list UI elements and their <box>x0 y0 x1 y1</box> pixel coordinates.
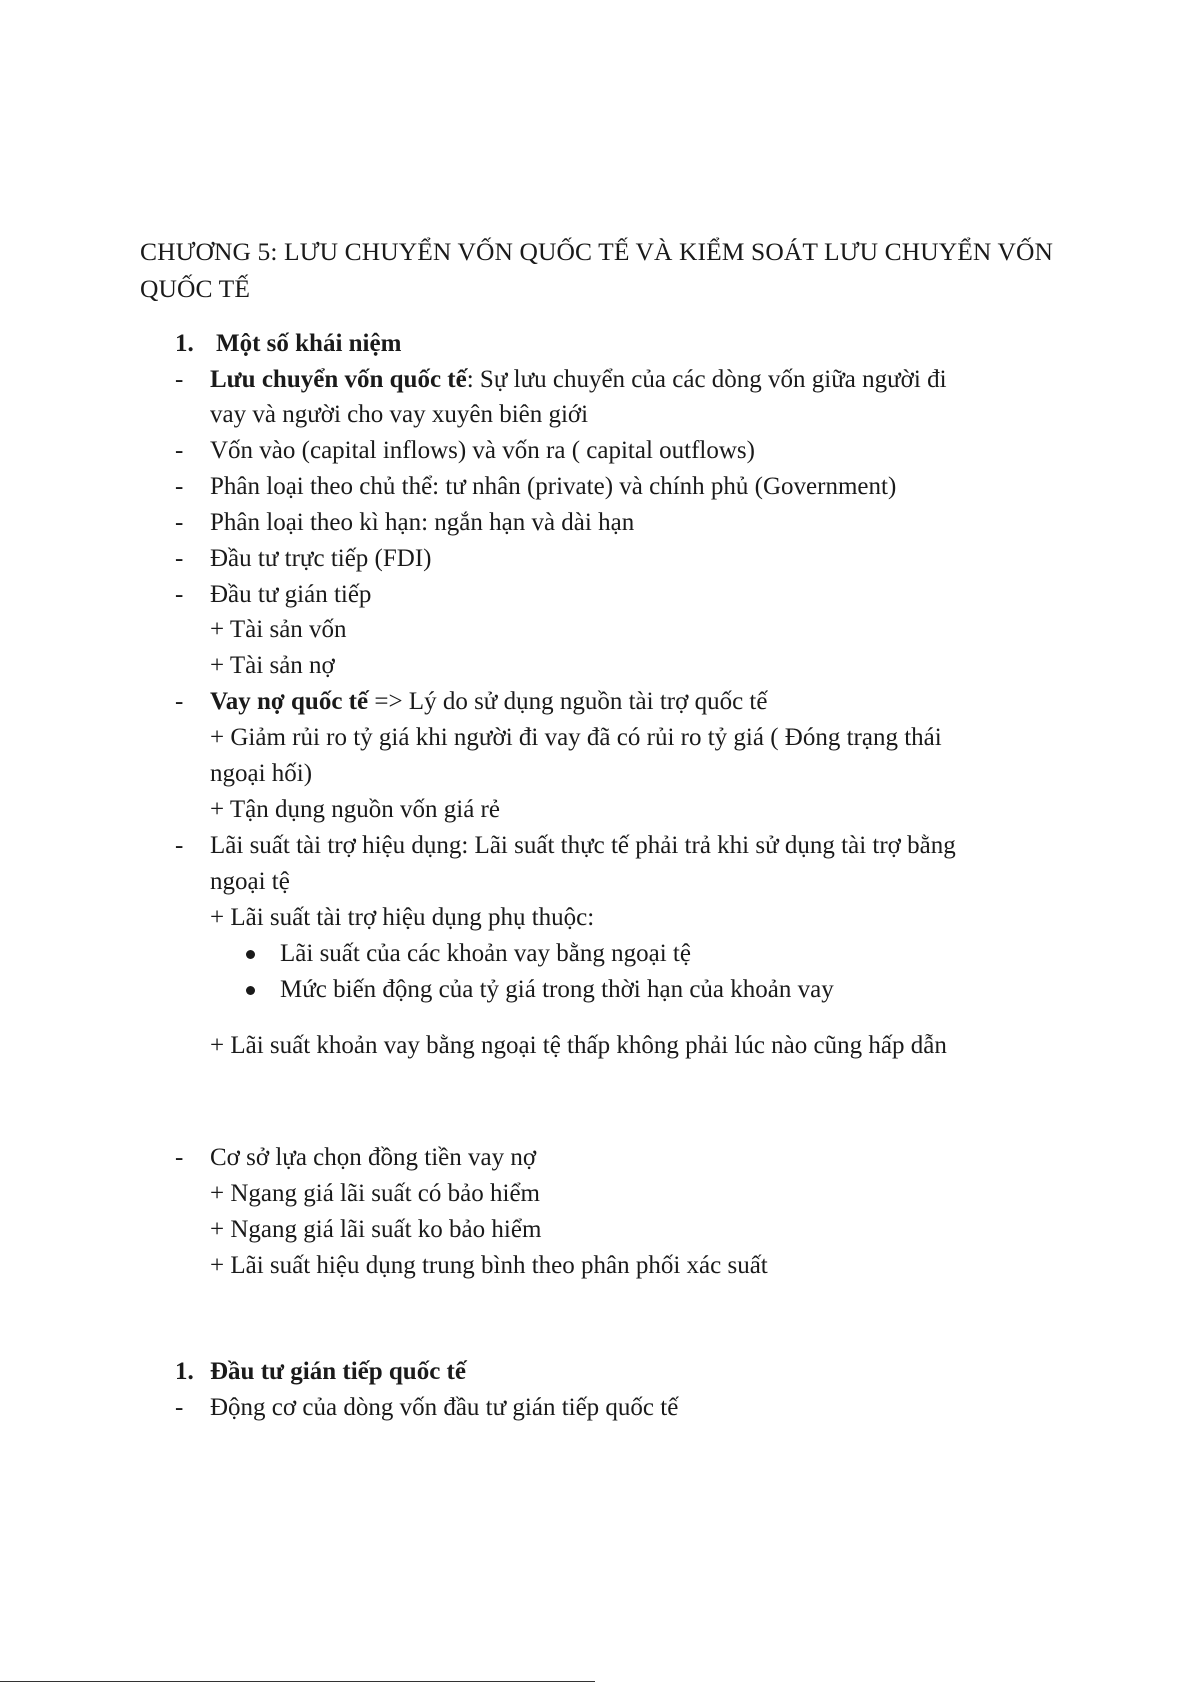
dash-marker: - <box>175 366 184 393</box>
list-item-text: Vốn vào (capital inflows) và vốn ra ( capital outflows) <box>210 437 755 464</box>
dash-marker: - <box>175 473 184 500</box>
dash-marker: - <box>175 581 184 608</box>
section-number: 1. <box>175 1358 194 1385</box>
page-title: CHƯƠNG 5: LƯU CHUYỂN VỐN QUỐC TẾ VÀ KIỂM SOÁT LƯU CHUYỂN VỐN QUỐC TẾ <box>140 237 1054 303</box>
list-item-text: Lãi suất tài trợ hiệu dụng: Lãi suất thực tế phải trả khi sử dụng tài trợ bằng <box>210 832 956 859</box>
list-item-text: Đầu tư gián tiếp <box>210 581 372 608</box>
dash-marker: - <box>175 545 184 572</box>
bold-term: Lưu chuyển vốn quốc tế <box>210 366 467 393</box>
dash-marker: - <box>175 509 184 536</box>
definition-text: => Lý do sử dụng nguồn tài trợ quốc tế <box>368 688 768 715</box>
list-item-text: Đầu tư trực tiếp (FDI) <box>210 545 432 572</box>
section-heading-text: Đầu tư gián tiếp quốc tế <box>210 1358 466 1385</box>
definition-text: : Sự lưu chuyển của các dòng vốn giữa người đi <box>466 366 947 393</box>
section-number: 1. <box>175 330 194 357</box>
dash-marker: - <box>175 1394 184 1421</box>
sub-item-text: ngoại hối) <box>210 760 313 787</box>
sub-item-text: + Tận dụng nguồn vốn giá rẻ <box>210 796 500 823</box>
list-item-text: Động cơ của dòng vốn đầu tư gián tiếp quốc tế <box>210 1394 679 1421</box>
bullet-text: Mức biến động của tỷ giá trong thời hạn của khoản vay <box>280 976 834 1003</box>
bullet-icon <box>246 950 255 959</box>
sub-item-text: + Lãi suất hiệu dụng trung bình theo phân phối xác suất <box>210 1252 768 1279</box>
section-heading-text: Một số khái niệm <box>216 330 402 357</box>
footer-divider <box>0 1681 595 1682</box>
dash-marker: - <box>175 688 184 715</box>
sub-item-text: + Giảm rủi ro tỷ giá khi người đi vay đã có rủi ro tỷ giá ( Đóng trạng thái <box>210 724 942 751</box>
dash-marker: - <box>175 832 184 859</box>
sub-item-text: + Lãi suất tài trợ hiệu dụng phụ thuộc: <box>210 904 595 931</box>
sub-item-text: + Ngang giá lãi suất ko bảo hiểm <box>210 1216 542 1243</box>
list-item-text: vay và người cho vay xuyên biên giới <box>210 401 589 428</box>
list-item-text: Phân loại theo kì hạn: ngắn hạn và dài hạn <box>210 509 635 536</box>
dash-marker: - <box>175 1144 184 1171</box>
list-item-text <box>210 684 767 720</box>
sub-item-text: + Ngang giá lãi suất có bảo hiểm <box>210 1180 540 1207</box>
list-item-text: Cơ sở lựa chọn đồng tiền vay nợ <box>210 1144 537 1171</box>
list-item-text <box>210 362 947 398</box>
bullet-icon <box>246 986 255 995</box>
sub-item-text: + Tài sản vốn <box>210 616 347 643</box>
dash-marker: - <box>175 437 184 464</box>
list-item-text: Phân loại theo chủ thể: tư nhân (private) và chính phủ (Government) <box>210 473 897 500</box>
bullet-text: Lãi suất của các khoản vay bằng ngoại tệ <box>280 940 691 967</box>
bold-term: Vay nợ quốc tế <box>210 688 369 715</box>
sub-item-text: + Lãi suất khoản vay bằng ngoại tệ thấp không phải lúc nào cũng hấp dẫn <box>210 1032 947 1059</box>
sub-item-text: + Tài sản nợ <box>210 652 335 679</box>
list-item-text: ngoại tệ <box>210 868 290 895</box>
